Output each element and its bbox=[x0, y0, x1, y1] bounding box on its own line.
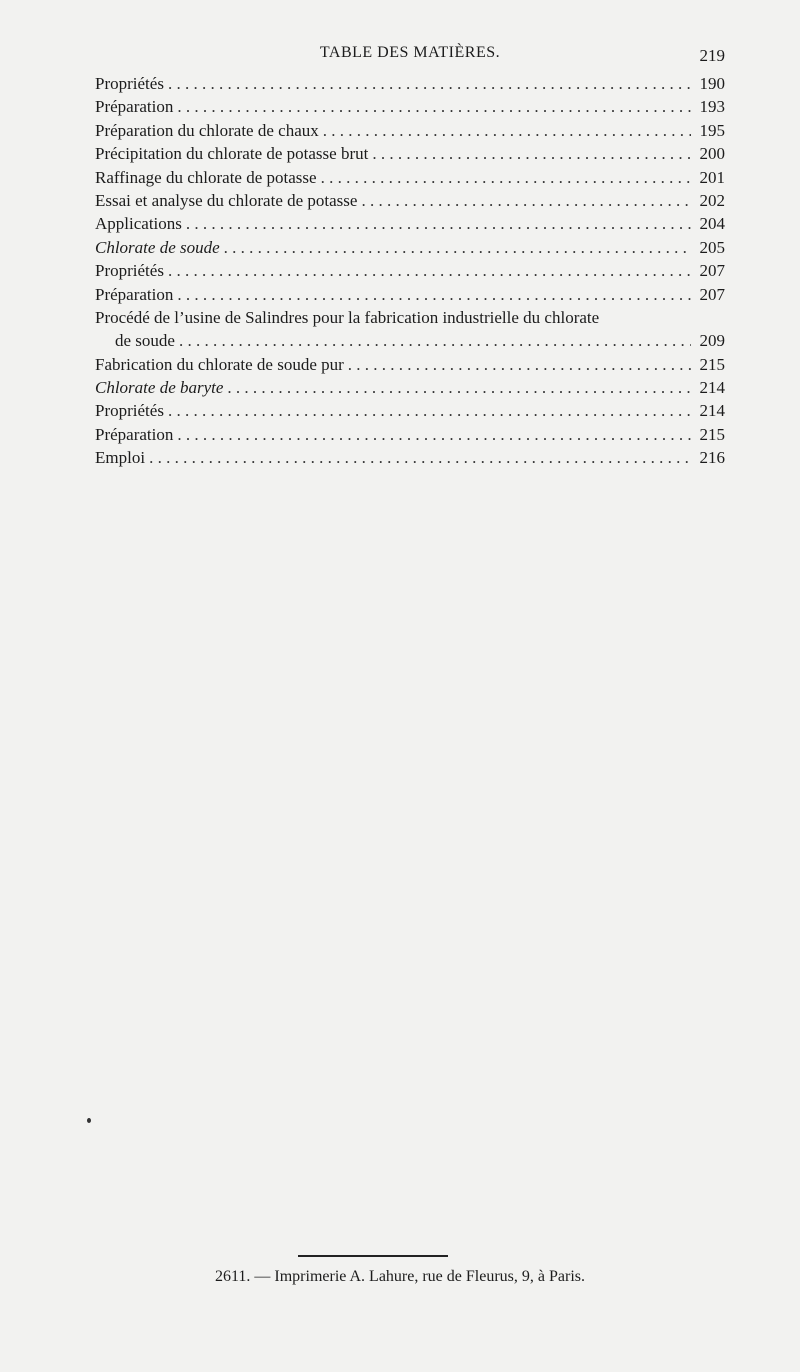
toc-entry-text: Raffinage du chlorate de potasse bbox=[95, 167, 317, 187]
toc-entry-continuation bbox=[95, 329, 725, 352]
toc-entry-page: 215 bbox=[699, 354, 725, 374]
toc-entry-page: 214 bbox=[699, 401, 725, 421]
toc-entry bbox=[95, 283, 725, 306]
toc-entry bbox=[95, 376, 725, 399]
toc-entry bbox=[95, 72, 725, 95]
toc-entry-text: Procédé de l’usine de Salindres pour la fabrication industrielle du chlorate bbox=[95, 307, 600, 327]
footer-rule bbox=[298, 1255, 448, 1257]
ink-speck bbox=[87, 1118, 91, 1123]
toc-entry bbox=[95, 166, 725, 189]
toc-entry-page: 215 bbox=[699, 424, 725, 444]
dot-leader bbox=[321, 166, 691, 189]
page-number: 219 bbox=[699, 46, 725, 65]
dot-leader bbox=[224, 236, 691, 259]
toc-entry-page: 195 bbox=[699, 120, 725, 140]
toc-entry-page: 193 bbox=[699, 97, 725, 117]
printer-imprint: 2611. — Imprimerie A. Lahure, rue de Fleurus, 9, à Paris. bbox=[215, 1268, 585, 1285]
toc-entry bbox=[95, 423, 725, 446]
toc-entry bbox=[95, 353, 725, 376]
dot-leader bbox=[179, 329, 691, 352]
toc-entry-page: 205 bbox=[699, 237, 725, 257]
toc-entry bbox=[95, 189, 725, 212]
toc-entry-page: 209 bbox=[699, 331, 725, 351]
dot-leader bbox=[361, 189, 691, 212]
toc-entry-text: de soude bbox=[115, 331, 175, 351]
toc-entry-text: Préparation du chlorate de chaux bbox=[95, 120, 319, 140]
toc-entry-text: Emploi bbox=[95, 448, 146, 468]
dot-leader bbox=[168, 399, 691, 422]
toc-entry-page: 214 bbox=[699, 378, 725, 398]
toc-entry bbox=[95, 95, 725, 118]
toc-entry-page: 190 bbox=[699, 74, 725, 93]
toc-entry-text: Applications bbox=[95, 214, 182, 234]
dot-leader bbox=[323, 119, 691, 142]
dot-leader bbox=[149, 446, 691, 469]
toc-entry bbox=[95, 306, 725, 329]
toc-entry-page: 207 bbox=[699, 261, 725, 281]
toc-entry bbox=[95, 142, 725, 165]
toc-entry-text: Propriétés bbox=[95, 401, 164, 421]
toc-entry-page: 202 bbox=[699, 190, 725, 210]
dot-leader bbox=[177, 423, 691, 446]
toc-entry-text: Propriétés bbox=[95, 74, 164, 93]
toc-entry-page: 201 bbox=[699, 167, 725, 187]
dot-leader bbox=[168, 259, 691, 282]
toc-entry bbox=[95, 399, 725, 422]
toc-entry-text: Préparation bbox=[95, 97, 174, 117]
toc-entry-text: Chlorate de soude bbox=[95, 237, 220, 257]
dot-leader bbox=[186, 212, 691, 235]
dot-leader bbox=[177, 95, 691, 118]
toc-entry-text: Propriétés bbox=[95, 261, 164, 281]
toc-entry-page: 207 bbox=[699, 284, 725, 304]
dot-leader bbox=[227, 376, 691, 399]
running-title: TABLE DES MATIÈRES. bbox=[319, 44, 501, 61]
toc-entry bbox=[95, 236, 725, 259]
toc-entry-text: Essai et analyse du chlorate de potasse bbox=[95, 190, 358, 210]
page-header bbox=[95, 44, 725, 70]
dot-leader bbox=[177, 283, 691, 306]
dot-leader bbox=[348, 353, 691, 376]
toc-entry bbox=[95, 212, 725, 235]
toc-entry-text: Préparation bbox=[95, 424, 174, 444]
toc-entry-text: Préparation bbox=[95, 284, 174, 304]
toc-entry bbox=[95, 259, 725, 282]
dot-leader bbox=[372, 142, 691, 165]
dot-leader bbox=[168, 72, 691, 95]
toc-entry-page: 216 bbox=[699, 448, 725, 468]
toc-entry-text: Fabrication du chlorate de soude pur bbox=[95, 354, 344, 374]
toc-entry-page: 204 bbox=[699, 214, 725, 234]
toc-entry-page: 200 bbox=[699, 144, 725, 164]
toc-entry-text: Précipitation du chlorate de potasse brut bbox=[95, 144, 369, 164]
table-of-contents bbox=[95, 72, 725, 470]
toc-entry bbox=[95, 119, 725, 142]
toc-entry-text: Chlorate de baryte bbox=[95, 378, 224, 398]
toc-entry bbox=[95, 446, 725, 469]
